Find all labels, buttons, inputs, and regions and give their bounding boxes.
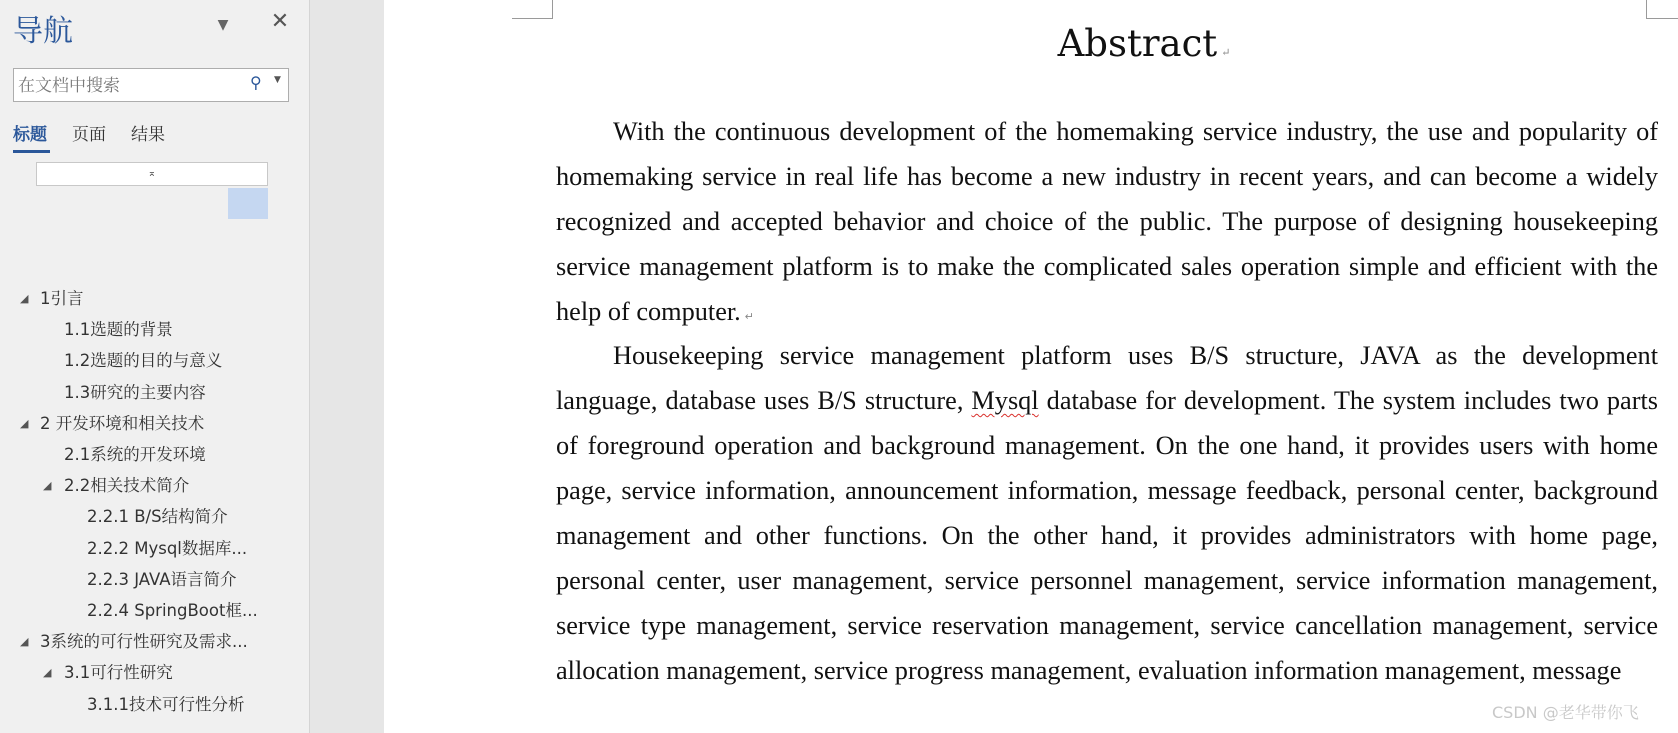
heading-tree-item-label: 2.2.1 B/S结构简介 xyxy=(87,507,228,527)
paragraph-1-text: With the continuous development of the homemaking service industry, the use and popularity of homemaking service in real life has become a new industry in recent years, and can become a widely recognized and accepted behavior and choice of the public. The purpose of designing housekeeping service management platform is to make the complicated sales operation simple and efficient with the help of computer. xyxy=(556,117,1658,326)
heading-tree-item[interactable] xyxy=(0,378,309,408)
expand-toggle-icon[interactable]: ◢ xyxy=(20,292,29,305)
search-options-icon[interactable]: ▼ xyxy=(274,75,281,85)
collapse-up-icon: ⌅ xyxy=(147,168,157,179)
close-icon: ✕ xyxy=(270,9,290,34)
heading-tree-item[interactable] xyxy=(0,534,309,564)
heading-tree-item[interactable] xyxy=(0,284,309,314)
paragraph-2-text-start: Housekeeping service management platform uses B/S structure, JAVA as the development language, database uses B/S structure, xyxy=(556,341,1658,415)
heading-tree-item-label: 1.2选题的目的与意义 xyxy=(64,351,223,371)
nav-pane-title: 导航 xyxy=(13,14,73,49)
heading-tree-item[interactable] xyxy=(0,565,309,595)
paragraph-mark-icon: ↵ xyxy=(744,311,754,323)
heading-tree-item[interactable] xyxy=(0,627,309,657)
heading-tree-item[interactable] xyxy=(0,658,309,688)
expand-toggle-icon[interactable]: ◢ xyxy=(20,635,29,649)
heading-tree-item-label: 3系统的可行性研究及需求... xyxy=(40,632,248,652)
tab-headings[interactable]: 标题 xyxy=(13,125,47,145)
heading-tree-item-label: 1.3研究的主要内容 xyxy=(64,382,206,402)
expand-toggle-icon[interactable]: ◢ xyxy=(43,666,52,680)
chevron-down-icon: ▼ xyxy=(217,17,229,33)
tab-results[interactable]: 结果 xyxy=(131,125,165,145)
document-page xyxy=(384,0,1678,733)
heading-tree-item[interactable] xyxy=(0,409,309,439)
active-tab-indicator xyxy=(13,150,50,153)
watermark: CSDN @老华带你飞 xyxy=(1492,703,1639,722)
spelling-error-word[interactable]: Mysql xyxy=(971,386,1039,415)
tab-pages[interactable]: 页面 xyxy=(72,125,106,145)
nav-options-dropdown[interactable] xyxy=(212,14,234,36)
crop-mark-right xyxy=(1646,0,1678,19)
navigation-pane xyxy=(0,0,310,733)
heading-tree-item-label: 1.1选题的背景 xyxy=(64,320,173,340)
heading-tree-item-label: 2.1系统的开发环境 xyxy=(64,445,206,464)
abstract-heading-text: Abstract xyxy=(1057,22,1218,65)
heading-tree-item[interactable] xyxy=(0,440,309,470)
search-box[interactable] xyxy=(13,68,289,102)
heading-tree-item-label: 2.2.3 JAVA语言简介 xyxy=(87,569,237,589)
heading-tree-item[interactable] xyxy=(0,315,309,345)
heading-tree-item[interactable] xyxy=(0,346,309,376)
paragraph-mark-icon: ↵ xyxy=(1221,46,1231,59)
expand-toggle-icon[interactable]: ◢ xyxy=(43,479,52,493)
abstract-heading xyxy=(384,22,1678,65)
heading-tree-item-label: 3.1.1技术可行性分析 xyxy=(87,694,245,714)
scroll-up-button[interactable] xyxy=(36,162,268,186)
abstract-paragraph-1 xyxy=(556,109,1658,340)
nav-close-button[interactable] xyxy=(268,10,292,34)
heading-tree-item-label: 1引言 xyxy=(40,289,84,308)
current-position-highlight xyxy=(228,188,268,219)
crop-mark-left xyxy=(512,0,553,19)
pane-gutter xyxy=(310,0,384,733)
expand-toggle-icon[interactable]: ◢ xyxy=(20,416,29,430)
paragraph-2-text-end: database for development. The system includes two parts of foreground operation and background management. On the one hand, it provides users with home page, service information, announcement information, message feedback, personal center, background management and other functions. On the other hand, it provides administrators with home page, personal center, user management, service personnel management, service information management, service type management, service reservation management, service cancellation management, service allocation management, service progress management, evaluation information management, message xyxy=(556,386,1658,685)
heading-tree-item-label: 2 开发环境和相关技术 xyxy=(40,413,205,433)
heading-tree-item[interactable] xyxy=(0,502,309,532)
heading-tree-item[interactable] xyxy=(0,471,309,501)
heading-tree-item-label: 2.2.2 Mysql数据库... xyxy=(87,538,248,558)
search-input[interactable] xyxy=(16,72,240,100)
search-icon[interactable]: ⚲ xyxy=(250,73,262,92)
heading-tree-item[interactable] xyxy=(0,596,309,626)
abstract-paragraph-2 xyxy=(556,333,1658,693)
heading-tree-item-label: 2.2.4 SpringBoot框... xyxy=(87,601,258,620)
heading-tree-item-label: 2.2相关技术简介 xyxy=(64,476,190,496)
heading-tree-item[interactable] xyxy=(0,690,309,720)
heading-tree-item-label: 3.1可行性研究 xyxy=(64,663,173,683)
